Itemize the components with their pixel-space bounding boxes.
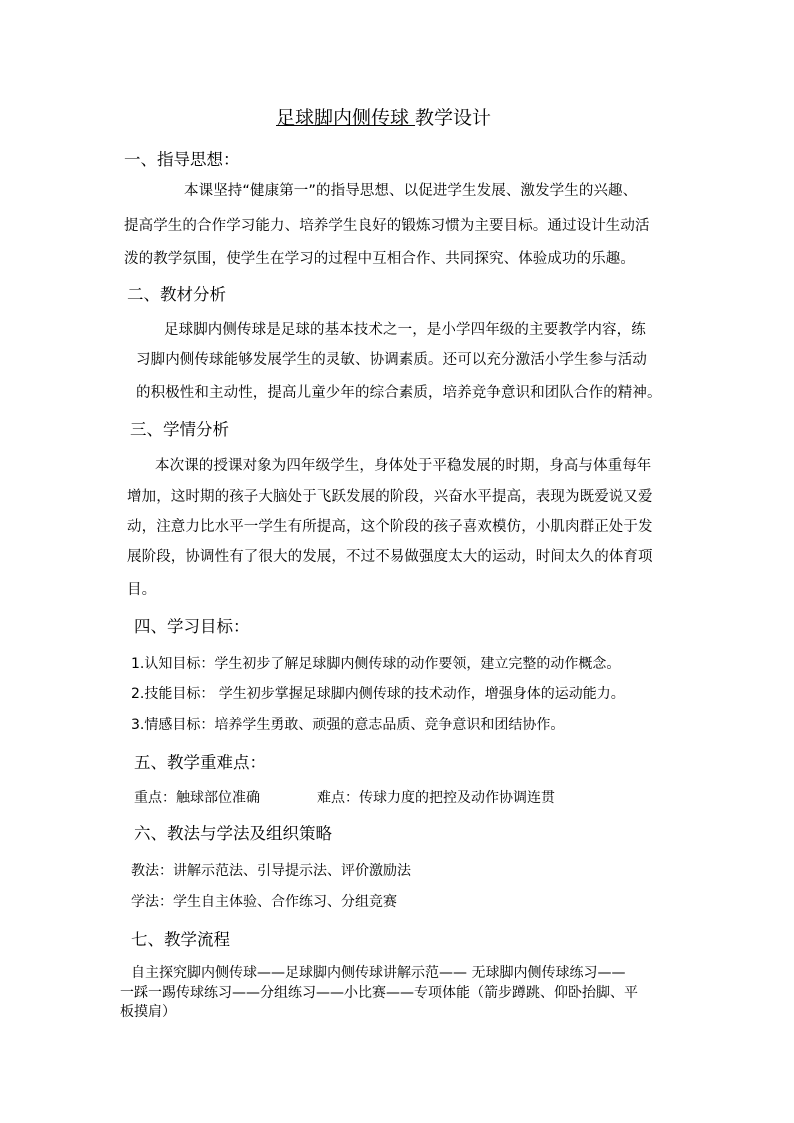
objective-item: 2.技能目标： 学生初步掌握足球脚内侧传球的技术动作，增强身体的运动能力。 xyxy=(131,686,625,702)
process-line: 板摸肩） xyxy=(120,1004,176,1020)
paragraph-line: 动，注意力比水平一学生有所提高，这个阶段的孩子喜欢模仿，小肌肉群正处于发 xyxy=(127,519,653,535)
title-underlined: 足球脚内侧传球 xyxy=(276,107,416,129)
difficult-point: 难点：传球力度的把控及动作协调连贯 xyxy=(317,790,555,806)
paragraph-line: 展阶段，协调性有了很大的发展，不过不易做强度太大的运动，时间太久的体育项 xyxy=(127,549,653,565)
document-title xyxy=(276,109,491,128)
paragraph-line: 足球脚内侧传球是足球的基本技术之一，是小学四年级的主要教学内容，练 xyxy=(164,322,646,338)
objective-item: 1.认知目标：学生初步了解足球脚内侧传球的动作要领，建立完整的动作概念。 xyxy=(131,656,621,672)
title-rest: 教学设计 xyxy=(415,107,492,129)
heading-key-difficult-points: 五、教学重难点： xyxy=(134,753,266,772)
heading-methods-strategies: 六、教法与学法及组织策略 xyxy=(134,824,332,843)
paragraph-line: 增加，这时期的孩子大脑处于飞跃发展的阶段，兴奋水平提高，表现为既爱说又爱 xyxy=(127,489,653,505)
heading-guiding-ideology: 一、指导思想： xyxy=(124,150,240,169)
method-line: 教法：讲解示范法、引导提示法、评价激励法 xyxy=(131,863,411,879)
paragraph-line: 泼的教学氛围，使学生在学习的过程中互相合作、共同探究、体验成功的乐趣。 xyxy=(124,251,635,267)
heading-learning-objectives: 四、学习目标： xyxy=(134,617,250,636)
paragraph-line: 本次课的授课对象为四年级学生，身体处于平稳发展的时期，身高与体重每年 xyxy=(155,458,652,474)
paragraph-line: 本课坚持“健康第一”的指导思想、以促进学生发展、激发学生的兴趣、 xyxy=(184,183,638,199)
paragraph-line: 的积极性和主动性，提高儿童少年的综合素质，培养竞争意识和团队合作的精神。 xyxy=(136,385,662,401)
process-line: 一踩一踢传球练习——分组练习——小比赛——专项体能（箭步蹲跳、仰卧抬脚、平 xyxy=(120,985,638,1001)
paragraph-line: 提高学生的合作学习能力、培养学生良好的锻炼习惯为主要目标。通过设计生动活 xyxy=(124,218,650,234)
paragraph-line: 目。 xyxy=(127,582,157,598)
heading-learner-analysis: 三、学情分析 xyxy=(130,420,229,439)
process-line: 自主探究脚内侧传球——足球脚内侧传球讲解示范—— 无球脚内侧传球练习—— xyxy=(131,965,626,981)
paragraph-line: 习脚内侧传球能够发展学生的灵敏、协调素质。还可以充分激活小学生参与活动 xyxy=(136,352,647,368)
objective-item: 3.情感目标：培养学生勇敢、顽强的意志品质、竞争意识和团结协作。 xyxy=(131,717,565,733)
heading-teaching-process: 七、教学流程 xyxy=(131,930,230,949)
method-line: 学法：学生自主体验、合作练习、分组竞赛 xyxy=(131,894,397,910)
heading-material-analysis: 二、教材分析 xyxy=(127,285,226,304)
key-point: 重点：触球部位准确 xyxy=(134,790,260,806)
